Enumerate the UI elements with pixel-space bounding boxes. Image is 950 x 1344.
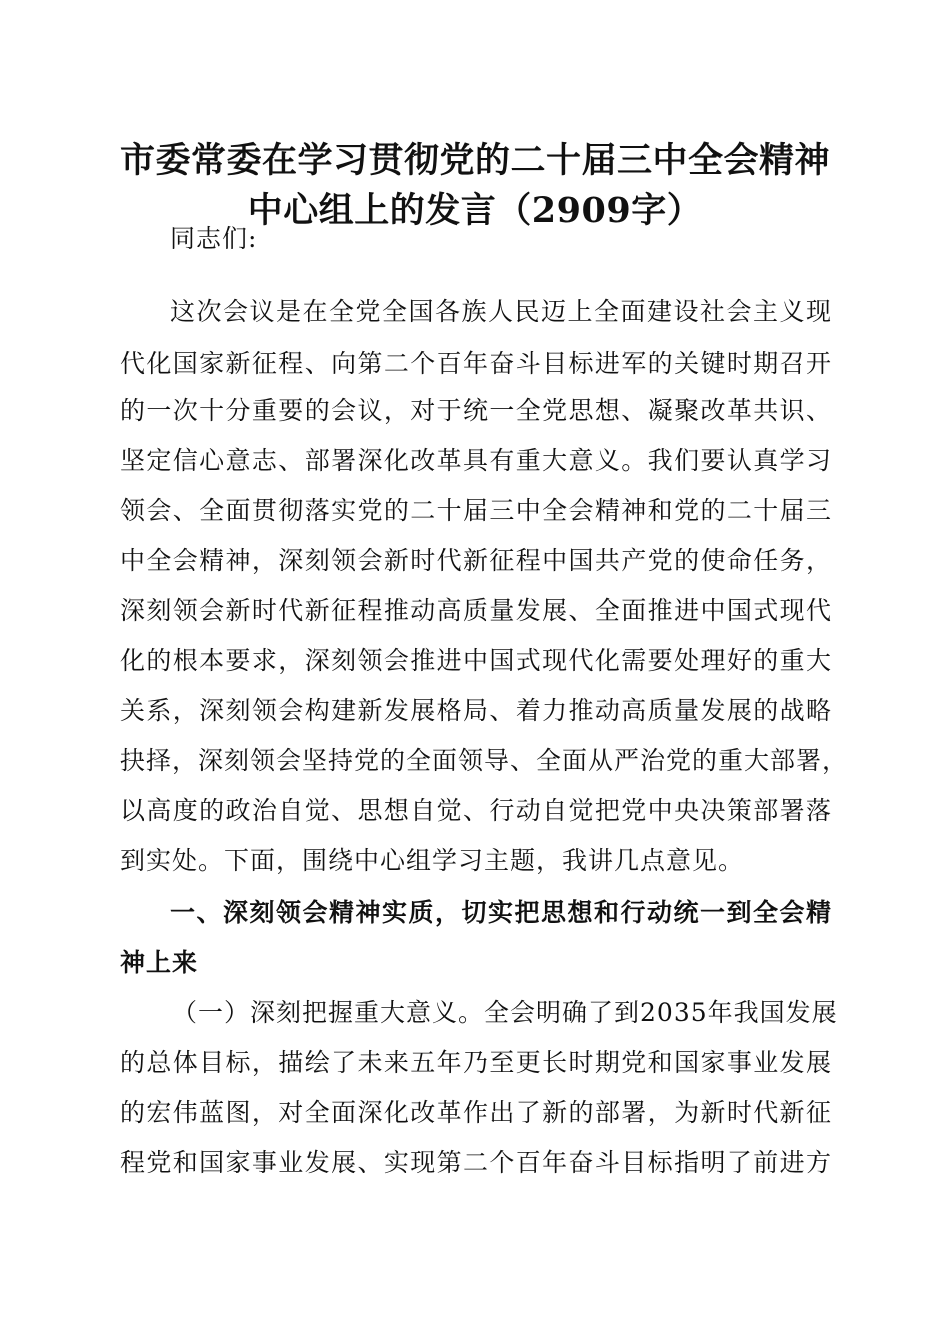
section-heading-line: 神上来 bbox=[120, 948, 199, 977]
paragraph-line: 的宏伟蓝图，对全面深化改革作出了新的部署，为新时代新征 bbox=[120, 1098, 832, 1127]
paragraph-line: 中全会精神，深刻领会新时代新征程中国共产党的使命任务， bbox=[120, 546, 832, 575]
paragraph-line: 以高度的政治自觉、思想自觉、行动自觉把党中央决策部署落 bbox=[120, 796, 832, 825]
paragraph-line: 关系，深刻领会构建新发展格局、着力推动高质量发展的战略 bbox=[120, 696, 832, 725]
paragraph-line: （一）深刻把握重大意义。全会明确了到2035年我国发展 bbox=[172, 998, 838, 1027]
paragraph-line: 的一次十分重要的会议，对于统一全党思想、凝聚改革共识、 bbox=[120, 396, 832, 425]
paragraph-line: 深刻领会新时代新征程推动高质量发展、全面推进中国式现代 bbox=[120, 596, 832, 625]
paragraph-line: 抉择，深刻领会坚持党的全面领导、全面从严治党的重大部署， bbox=[120, 746, 849, 775]
paragraph-line: 代化国家新征程、向第二个百年奋斗目标进军的关键时期召开 bbox=[120, 349, 832, 378]
salutation: 同志们: bbox=[170, 224, 258, 253]
paragraph-line: 坚定信心意志、部署深化改革具有重大意义。我们要认真学习 bbox=[120, 446, 832, 475]
paragraph-line: 的总体目标，描绘了未来五年乃至更长时期党和国家事业发展 bbox=[120, 1048, 832, 1077]
document-title-line-1: 市委常委在学习贯彻党的二十届三中全会精神 bbox=[119, 140, 830, 181]
paragraph-line: 到实处。下面，围绕中心组学习主题，我讲几点意见。 bbox=[120, 846, 745, 875]
paragraph-line: 这次会议是在全党全国各族人民迈上全面建设社会主义现 bbox=[170, 297, 832, 326]
paragraph-line: 领会、全面贯彻落实党的二十届三中全会精神和党的二十届三 bbox=[120, 496, 832, 525]
section-heading-line: 一、深刻领会精神实质，切实把思想和行动统一到全会精 bbox=[170, 898, 832, 927]
paragraph-line: 程党和国家事业发展、实现第二个百年奋斗目标指明了前进方 bbox=[120, 1148, 832, 1177]
document-title-line-2: 中心组上的发言（2909字） bbox=[247, 190, 703, 231]
paragraph-line: 化的根本要求，深刻领会推进中国式现代化需要处理好的重大 bbox=[120, 646, 832, 675]
